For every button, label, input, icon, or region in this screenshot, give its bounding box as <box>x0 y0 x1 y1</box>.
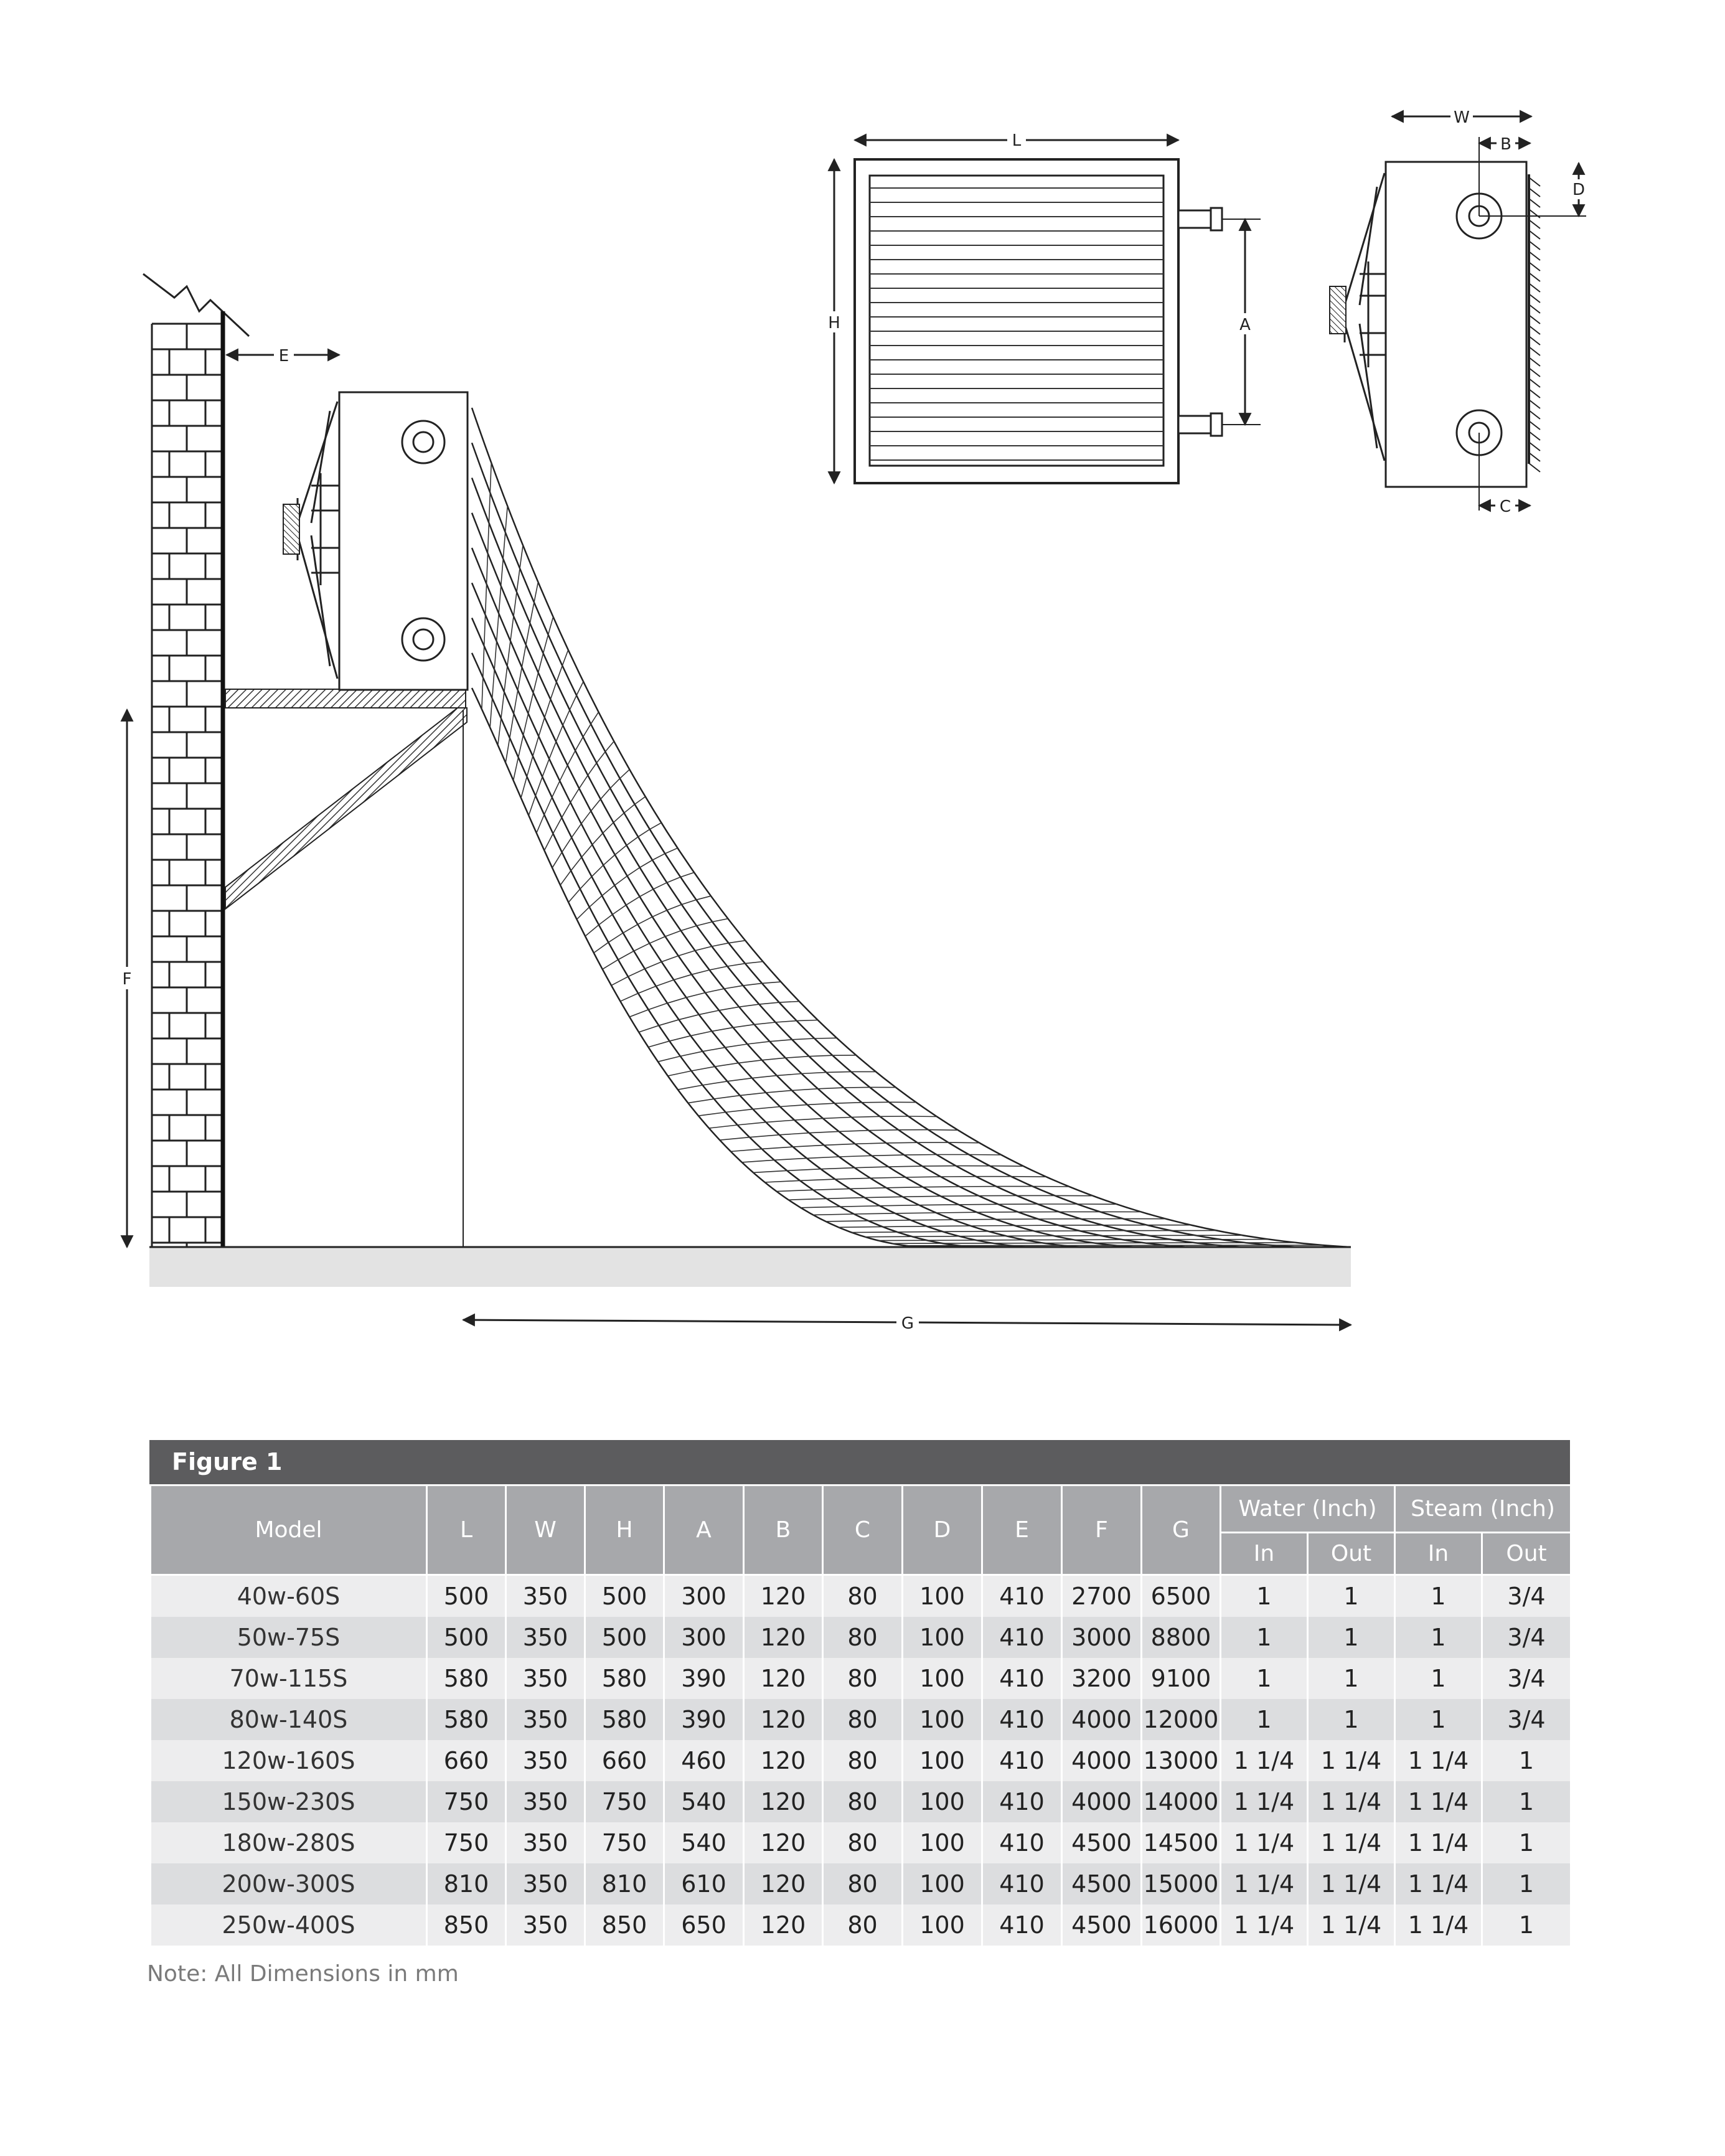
header-d: D <box>903 1485 982 1575</box>
cell-steam-out: 1 <box>1482 1863 1571 1904</box>
cell-g: 9100 <box>1142 1658 1221 1699</box>
cell-a: 460 <box>664 1740 744 1781</box>
floor <box>149 1247 1351 1287</box>
cell-water-in: 1 <box>1221 1575 1308 1617</box>
cell-b: 120 <box>744 1822 823 1863</box>
cell-g: 15000 <box>1142 1863 1221 1904</box>
cell-b: 120 <box>744 1740 823 1781</box>
cell-d: 100 <box>903 1699 982 1740</box>
cell-d: 100 <box>903 1658 982 1699</box>
cell-steam-out: 1 <box>1482 1740 1571 1781</box>
cell-steam-in: 1 <box>1395 1617 1482 1658</box>
cell-steam-in: 1 <box>1395 1575 1482 1617</box>
heater-front-view <box>855 159 1222 483</box>
cell-steam-out: 1 <box>1482 1781 1571 1822</box>
header-f: F <box>1062 1485 1142 1575</box>
cell-water-out: 1 <box>1308 1699 1395 1740</box>
spec-table-section <box>149 1440 1570 1946</box>
cell-steam-in: 1 1/4 <box>1395 1863 1482 1904</box>
header-steam-in: In <box>1395 1533 1482 1575</box>
cell-b: 120 <box>744 1617 823 1658</box>
cell-l: 810 <box>427 1863 506 1904</box>
cell-f: 4500 <box>1062 1863 1142 1904</box>
cell-b: 120 <box>744 1904 823 1946</box>
dim-label-l: L <box>1012 131 1022 150</box>
cell-steam-in: 1 1/4 <box>1395 1904 1482 1946</box>
cell-h: 580 <box>585 1699 664 1740</box>
cell-w: 350 <box>506 1699 585 1740</box>
cell-c: 80 <box>823 1863 903 1904</box>
dim-label-f: F <box>122 970 132 989</box>
cell-e: 410 <box>982 1740 1062 1781</box>
cell-c: 80 <box>823 1575 903 1617</box>
cell-b: 120 <box>744 1575 823 1617</box>
cell-water-in: 1 <box>1221 1658 1308 1699</box>
cell-water-out: 1 <box>1308 1658 1395 1699</box>
cell-e: 410 <box>982 1575 1062 1617</box>
cell-g: 13000 <box>1142 1740 1221 1781</box>
cell-g: 6500 <box>1142 1575 1221 1617</box>
cell-model: 80w-140S <box>151 1699 427 1740</box>
cell-w: 350 <box>506 1904 585 1946</box>
header-b: B <box>744 1485 823 1575</box>
header-steam-out: Out <box>1482 1533 1571 1575</box>
cell-steam-out: 3/4 <box>1482 1575 1571 1617</box>
cell-steam-in: 1 <box>1395 1658 1482 1699</box>
cell-d: 100 <box>903 1575 982 1617</box>
cell-l: 750 <box>427 1822 506 1863</box>
cell-h: 750 <box>585 1781 664 1822</box>
cell-model: 50w-75S <box>151 1617 427 1658</box>
dim-label-d: D <box>1572 181 1586 199</box>
heater-side-view <box>283 392 468 690</box>
cell-a: 300 <box>664 1575 744 1617</box>
cell-model: 120w-160S <box>151 1740 427 1781</box>
cell-f: 4500 <box>1062 1822 1142 1863</box>
table-row <box>151 1740 1571 1781</box>
cell-l: 500 <box>427 1617 506 1658</box>
header-a: A <box>664 1485 744 1575</box>
cell-g: 16000 <box>1142 1904 1221 1946</box>
cell-c: 80 <box>823 1822 903 1863</box>
cell-f: 4000 <box>1062 1740 1142 1781</box>
cell-w: 350 <box>506 1658 585 1699</box>
cell-model: 200w-300S <box>151 1863 427 1904</box>
cell-l: 500 <box>427 1575 506 1617</box>
cell-w: 350 <box>506 1781 585 1822</box>
cell-e: 410 <box>982 1617 1062 1658</box>
dimensions-note: Note: All Dimensions in mm <box>147 1961 459 1987</box>
cell-f: 4000 <box>1062 1781 1142 1822</box>
cell-steam-out: 3/4 <box>1482 1699 1571 1740</box>
cell-steam-in: 1 <box>1395 1699 1482 1740</box>
cell-h: 580 <box>585 1658 664 1699</box>
cell-water-in: 1 <box>1221 1699 1308 1740</box>
cell-water-in: 1 <box>1221 1617 1308 1658</box>
cell-c: 80 <box>823 1699 903 1740</box>
dim-label-a: A <box>1239 316 1251 334</box>
cell-e: 410 <box>982 1904 1062 1946</box>
cell-model: 40w-60S <box>151 1575 427 1617</box>
header-steam: Steam (Inch) <box>1395 1485 1571 1533</box>
table-row <box>151 1617 1571 1658</box>
cell-g: 14000 <box>1142 1781 1221 1822</box>
cell-l: 580 <box>427 1699 506 1740</box>
cell-f: 2700 <box>1062 1575 1142 1617</box>
cell-w: 350 <box>506 1863 585 1904</box>
cell-l: 660 <box>427 1740 506 1781</box>
cell-c: 80 <box>823 1617 903 1658</box>
cell-b: 120 <box>744 1781 823 1822</box>
cell-e: 410 <box>982 1781 1062 1822</box>
dimensions-table <box>149 1484 1572 1946</box>
cell-f: 4500 <box>1062 1904 1142 1946</box>
cell-g: 12000 <box>1142 1699 1221 1740</box>
cell-a: 390 <box>664 1699 744 1740</box>
cell-h: 810 <box>585 1863 664 1904</box>
cell-a: 650 <box>664 1904 744 1946</box>
cell-model: 250w-400S <box>151 1904 427 1946</box>
table-row <box>151 1822 1571 1863</box>
cell-water-out: 1 1/4 <box>1308 1904 1395 1946</box>
cell-water-in: 1 1/4 <box>1221 1863 1308 1904</box>
cell-steam-out: 3/4 <box>1482 1658 1571 1699</box>
air-throw-pattern <box>472 408 1351 1247</box>
cell-water-out: 1 1/4 <box>1308 1822 1395 1863</box>
cell-f: 4000 <box>1062 1699 1142 1740</box>
cell-water-in: 1 1/4 <box>1221 1781 1308 1822</box>
table-row <box>151 1863 1571 1904</box>
cell-water-in: 1 1/4 <box>1221 1822 1308 1863</box>
cell-water-in: 1 1/4 <box>1221 1740 1308 1781</box>
cell-steam-in: 1 1/4 <box>1395 1781 1482 1822</box>
cell-a: 300 <box>664 1617 744 1658</box>
support-bracket-arm <box>225 689 466 708</box>
dim-label-h: H <box>828 314 840 332</box>
table-row <box>151 1699 1571 1740</box>
support-bracket-brace <box>225 708 467 909</box>
cell-a: 610 <box>664 1863 744 1904</box>
cell-a: 390 <box>664 1658 744 1699</box>
table-row <box>151 1904 1571 1946</box>
cell-w: 350 <box>506 1617 585 1658</box>
cell-b: 120 <box>744 1863 823 1904</box>
cell-b: 120 <box>744 1699 823 1740</box>
cell-steam-out: 1 <box>1482 1904 1571 1946</box>
cell-h: 500 <box>585 1617 664 1658</box>
cell-d: 100 <box>903 1781 982 1822</box>
cell-b: 120 <box>744 1658 823 1699</box>
cell-water-out: 1 <box>1308 1617 1395 1658</box>
header-water-out: Out <box>1308 1533 1395 1575</box>
cell-water-out: 1 1/4 <box>1308 1740 1395 1781</box>
cell-l: 750 <box>427 1781 506 1822</box>
table-row <box>151 1781 1571 1822</box>
cell-water-out: 1 <box>1308 1575 1395 1617</box>
brick-wall <box>143 274 249 1247</box>
cell-steam-out: 3/4 <box>1482 1617 1571 1658</box>
header-water: Water (Inch) <box>1221 1485 1395 1533</box>
table-row <box>151 1575 1571 1617</box>
cell-a: 540 <box>664 1781 744 1822</box>
cell-d: 100 <box>903 1740 982 1781</box>
cell-w: 350 <box>506 1822 585 1863</box>
cell-f: 3200 <box>1062 1658 1142 1699</box>
cell-water-out: 1 1/4 <box>1308 1863 1395 1904</box>
dim-label-c: C <box>1499 497 1511 516</box>
cell-e: 410 <box>982 1822 1062 1863</box>
cell-water-out: 1 1/4 <box>1308 1781 1395 1822</box>
cell-g: 8800 <box>1142 1617 1221 1658</box>
cell-h: 750 <box>585 1822 664 1863</box>
dim-label-w: W <box>1454 108 1470 127</box>
header-w: W <box>506 1485 585 1575</box>
cell-d: 100 <box>903 1822 982 1863</box>
header-g: G <box>1142 1485 1221 1575</box>
cell-l: 580 <box>427 1658 506 1699</box>
heater-side-elevation <box>1330 162 1540 487</box>
cell-w: 350 <box>506 1740 585 1781</box>
header-e: E <box>982 1485 1062 1575</box>
cell-h: 500 <box>585 1575 664 1617</box>
cell-c: 80 <box>823 1658 903 1699</box>
cell-e: 410 <box>982 1658 1062 1699</box>
cell-model: 180w-280S <box>151 1822 427 1863</box>
cell-steam-out: 1 <box>1482 1822 1571 1863</box>
cell-d: 100 <box>903 1863 982 1904</box>
dim-label-b: B <box>1500 135 1511 154</box>
cell-h: 660 <box>585 1740 664 1781</box>
cell-l: 850 <box>427 1904 506 1946</box>
header-model: Model <box>151 1485 427 1575</box>
cell-d: 100 <box>903 1617 982 1658</box>
fan-motor-icon <box>283 504 299 554</box>
table-row <box>151 1658 1571 1699</box>
cell-c: 80 <box>823 1904 903 1946</box>
fan-guard-icon <box>298 402 339 679</box>
header-water-in: In <box>1221 1533 1308 1575</box>
cell-d: 100 <box>903 1904 982 1946</box>
cell-e: 410 <box>982 1863 1062 1904</box>
cell-water-in: 1 1/4 <box>1221 1904 1308 1946</box>
cell-f: 3000 <box>1062 1617 1142 1658</box>
header-c: C <box>823 1485 903 1575</box>
cell-a: 540 <box>664 1822 744 1863</box>
cell-h: 850 <box>585 1904 664 1946</box>
dim-label-g: G <box>901 1314 914 1333</box>
dim-label-e: E <box>278 347 289 365</box>
table-title: Figure 1 <box>149 1440 1570 1484</box>
cell-c: 80 <box>823 1740 903 1781</box>
cell-model: 150w-230S <box>151 1781 427 1822</box>
cell-e: 410 <box>982 1699 1062 1740</box>
cell-w: 350 <box>506 1575 585 1617</box>
cell-model: 70w-115S <box>151 1658 427 1699</box>
header-h: H <box>585 1485 664 1575</box>
cell-steam-in: 1 1/4 <box>1395 1740 1482 1781</box>
header-l: L <box>427 1485 506 1575</box>
cell-steam-in: 1 1/4 <box>1395 1822 1482 1863</box>
cell-c: 80 <box>823 1781 903 1822</box>
cell-g: 14500 <box>1142 1822 1221 1863</box>
